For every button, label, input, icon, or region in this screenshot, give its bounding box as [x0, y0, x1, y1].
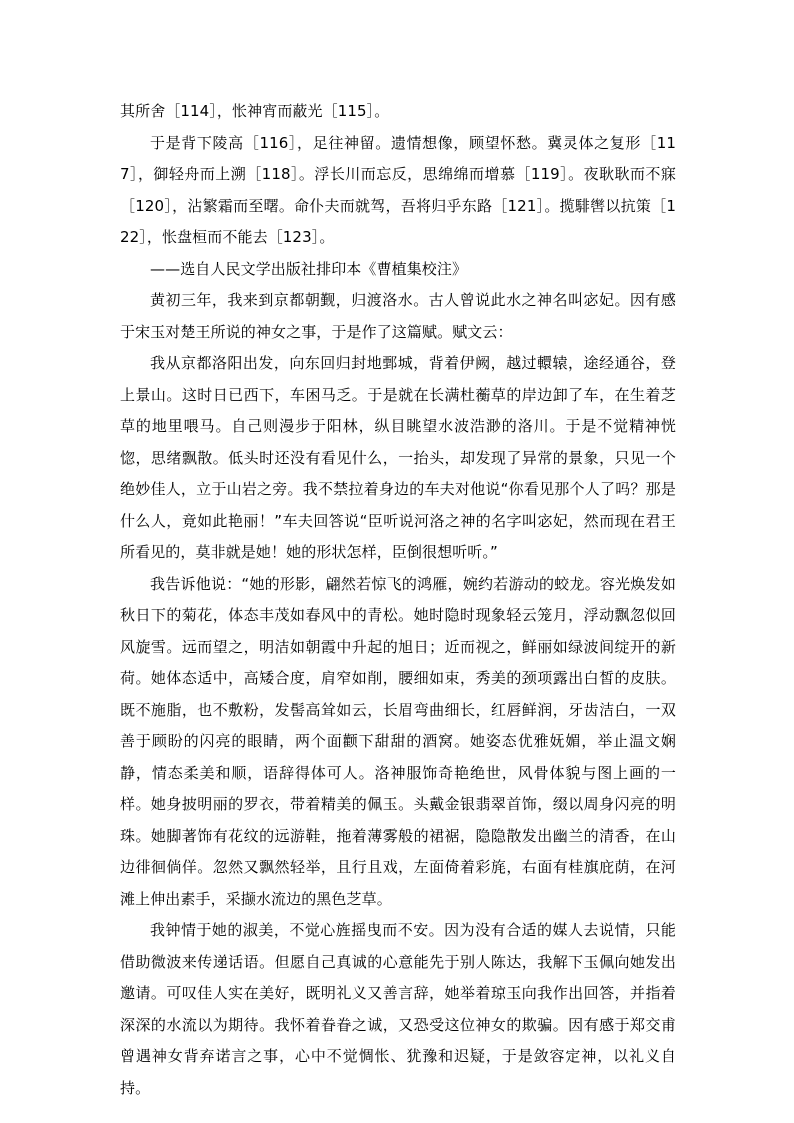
paragraph-translation-description: 我告诉他说：“她的形影，翩然若惊飞的鸿雁，婉约若游动的蛟龙。容光焕发如秋日下的菊花，体态丰茂如春风中的青松。她时隐时现象轻云笼月，浮动飘忽似回风旋雪。远而望之，明洁如朝霞中升起的旭日；近而视之，鲜丽如绿波间绽开的新荷。她体态适中，高矮合度，肩窄如削，腰细如束，秀美的颈项露出白皙的皮肤。既不施脂，也不敷粉，发髻高耸如云，长眉弯曲细长，红唇鲜润，牙齿洁白，一双善于顾盼的闪亮的眼睛，两个面颧下甜甜的酒窝。她姿态优雅妩媚，举止温文娴静，情态柔美和顺，语辞得体可人。洛神服饰奇艳绝世，风骨体貌与图上画的一样。她身披明丽的罗衣，带着精美的佩玉。头戴金银翡翠首饰，缀以周身闪亮的明珠。她脚著饰有花纹的远游鞋，拖着薄雾般的裙裾，隐隐散发出幽兰的清香，在山边徘徊倘佯。忽然又飘然轻举，且行且戏，左面倚着彩旄，右面有桂旗庇荫，在河滩上伸出素手，采撷水流边的黑色芝草。 [120, 574, 676, 908]
source-citation: ——选自人民文学出版社排印本《曹植集校注》 [150, 259, 468, 278]
paragraph-translation-courtship: 我钟情于她的淑美，不觉心旌摇曳而不安。因为没有合适的媒人去说情，只能借助微波来传递话语。但愿自己真诚的心意能先于别人陈达，我解下玉佩向她发出邀请。可叹佳人实在美好，既明礼义又善言辞，她举着琼玉向我作出回答，并指着深深的水流以为期待。我怀着眷眷之诚，又恐受这位神女的欺骗。因有感于郑交甫曾遇神女背弃诺言之事，心中不觉惆怅、犹豫和迟疑，于是敛容定神，以礼义自持。 [120, 921, 676, 1097]
document-page [120, 96, 676, 1104]
paragraph-classical-ending: 于是背下陵高［116］，足往神留。遗情想像，顾望怀愁。冀灵体之复形［117］，御轻舟而上溯［118］。浮长川而忘反，思绵绵而增慕［119］。夜耿耿而不寐［120］，沾繁霜而至曙。命仆夫而就驾，吾将归乎东路［121］。揽騑辔以抗策［122］，怅盘桓而不能去［123］。 [120, 133, 676, 246]
paragraph-translation-preface: 黄初三年，我来到京都朝觐，归渡洛水。古人曾说此水之神名叫宓妃。因有感于宋玉对楚王所说的神女之事，于是作了这篇赋。赋文云： [120, 291, 676, 341]
paragraph-continuation: 其所舍［114］，怅神宵而蔽光［115］。 [120, 102, 390, 120]
paragraph-translation-journey: 我从京都洛阳出发，向东回归封地鄄城，背着伊阙，越过轘辕，途经通谷，登上景山。这时日已西下，车困马乏。于是就在长满杜蘅草的岸边卸了车，在生着芝草的地里喂马。自己则漫步于阳林，纵目眺望水波浩渺的洛川。于是不觉精神恍惚，思绪飘散。低头时还没有看见什么，一抬头，却发现了异常的景象，只见一个绝妙佳人，立于山岩之旁。我不禁拉着身边的车夫对他说“你看见那个人了吗？那是什么人，竟如此艳丽！”车夫回答说“臣听说河洛之神的名字叫宓妃，然而现在君王所看见的，莫非就是她！她的形状怎样，臣倒很想听听。” [120, 354, 676, 561]
